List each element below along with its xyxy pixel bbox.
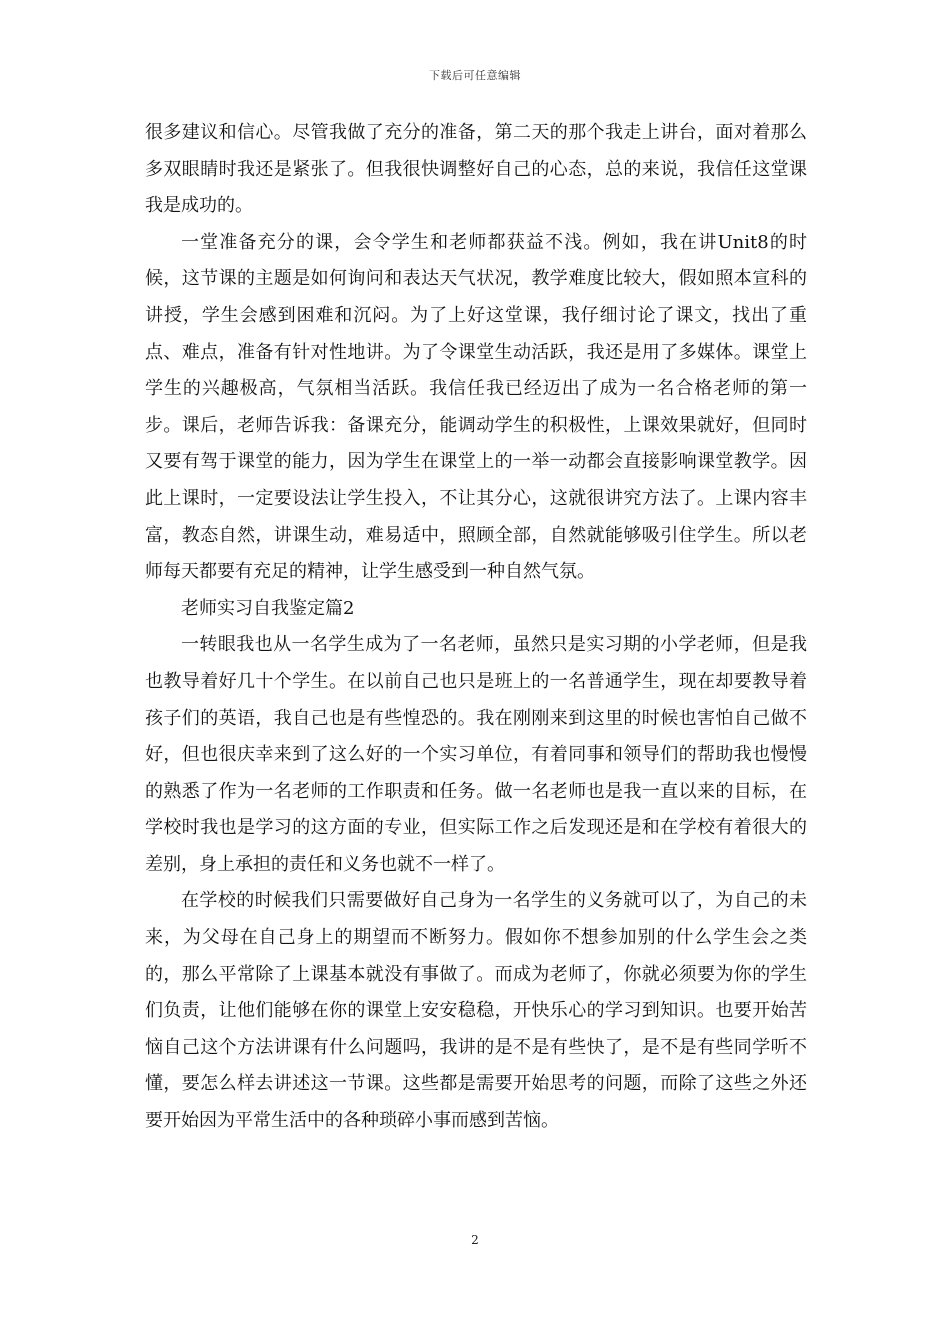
page-header: 下载后可任意编辑 [429, 69, 521, 82]
paragraph-lesson-preparation: 一堂准备充分的课，会令学生和老师都获益不浅。例如，我在讲Unit8的时候，这节课的主题是如何询问和表达天气状况，教学难度比较大，假如照本宣科的讲授，学生会感到困难和沉闷。为了上好这堂课，我仔细讨论了课文，找出了重点、难点，准备有针对性地讲。为了令课堂生动活跃，我还是用了多媒体。课堂上学生的兴趣极高，气氛相当活跃。我信任我已经迈出了成为一名合格老师的第一步。课后，老师告诉我：备课充分，能调动学生的积极性，上课效果就好，但同时又要有驾于课堂的能力，因为学生在课堂上的一举一动都会直接影响课堂教学。因此上课时，一定要设法让学生投入，不让其分心，这就很讲究方法了。上课内容丰富，教态自然，讲课生动，难易适中，照顾全部，自然就能够吸引住学生。所以老师每天都要有充足的精神，让学生感受到一种自然气氛。 [145, 231, 807, 583]
paragraph-continuation: 很多建议和信心。尽管我做了充分的准备，第二天的那个我走上讲台，面对着那么多双眼睛时我还是紧张了。但我很快调整好自己的心态，总的来说，我信任这堂课我是成功的。 [145, 122, 807, 217]
document-body [145, 115, 807, 1140]
page-number: 2 [471, 1233, 479, 1247]
paragraph-school-vs-work: 在学校的时候我们只需要做好自己身为一名学生的义务就可以了，为自己的未来，为父母在自己身上的期望而不断努力。假如你不想参加别的什么学生会之类的，那么平常除了上课基本就没有事做了。而成为老师了，你就必须要为你的学生们负责，让他们能够在你的课堂上安安稳稳，开快乐心的学习到知识。也要开始苦恼自己这个方法讲课有什么问题吗，我讲的是不是有些快了，是不是有些同学听不懂，要怎么样去讲述这一节课。这些都是需要开始思考的问题，而除了这些之外还要开始因为平常生活中的各种琐碎小事而感到苦恼。 [145, 890, 807, 1132]
paragraph-becoming-teacher: 一转眼我也从一名学生成为了一名老师，虽然只是实习期的小学老师，但是我也教导着好几十个学生。在以前自己也只是班上的一名普通学生，现在却要教导着孩子们的英语，我自己也是有些惶恐的。我在刚刚来到这里的时候也害怕自己做不好，但也很庆幸来到了这么好的一个实习单位，有着同事和领导们的帮助我也慢慢的熟悉了作为一名老师的工作职责和任务。做一名老师也是我一直以来的目标，在学校时我也是学习的这方面的专业，但实际工作之后发现还是和在学校有着很大的差别，身上承担的责任和义务也就不一样了。 [145, 634, 807, 875]
section-heading: 老师实习自我鉴定篇2 [181, 597, 355, 619]
